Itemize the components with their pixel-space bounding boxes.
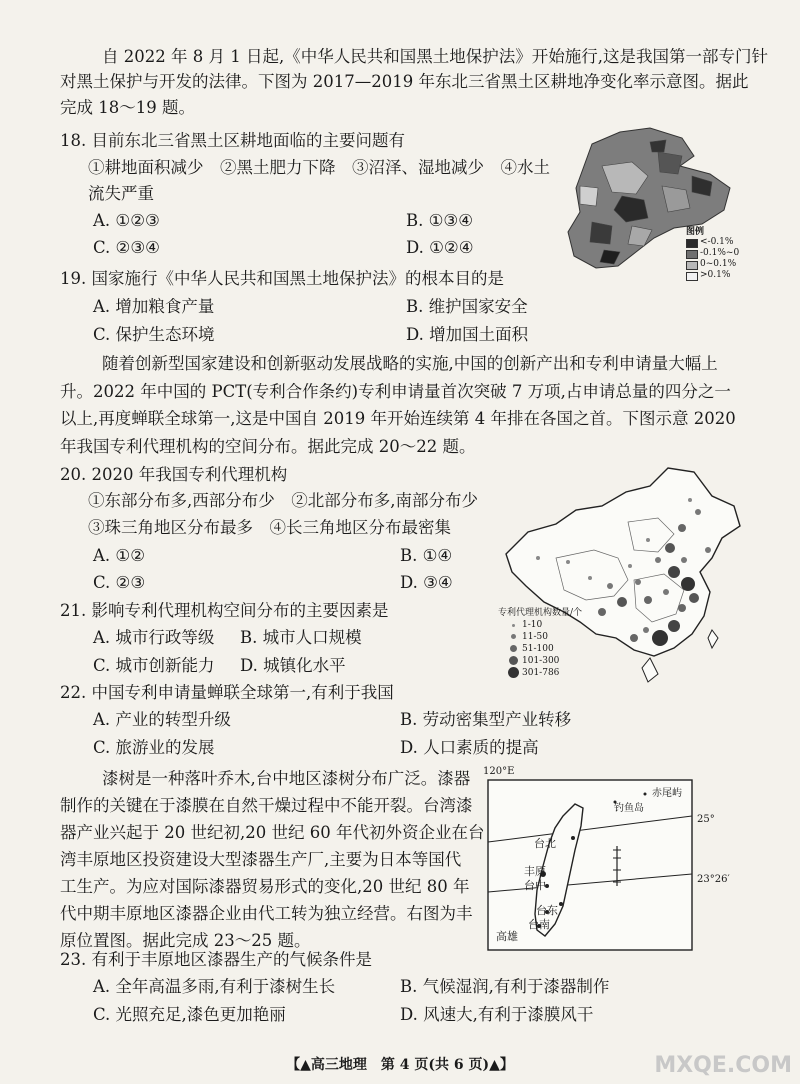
intro3-line-3: 器产业兴起于 20 世纪初,20 世纪 60 年代初外资企业在台 xyxy=(60,823,485,842)
map3-latitude-2326: 23°26′ xyxy=(697,874,730,885)
legend-swatch-3 xyxy=(686,261,698,270)
legend-dot-1 xyxy=(512,624,515,627)
q20-statements-2: ③珠三角地区分布最多 ④长三角地区分布最密集 xyxy=(88,518,451,537)
map2-legend-1: 1-10 xyxy=(522,620,543,630)
q23-option-a[interactable]: A. 全年高温多雨,有利于漆树生长 xyxy=(93,977,336,996)
legend-dot-2 xyxy=(511,634,516,639)
map3-label-tainan: 台南 xyxy=(528,918,550,931)
q20-stem: 20. 2020 年我国专利代理机构 xyxy=(60,465,288,484)
q19-option-c[interactable]: C. 保护生态环境 xyxy=(93,325,215,344)
q23-option-c[interactable]: C. 光照充足,漆色更加艳丽 xyxy=(93,1005,286,1024)
legend-dot-5 xyxy=(508,667,519,678)
map3-label-kaohsiung: 高雄 xyxy=(496,930,518,943)
q20-option-c[interactable]: C. ②③ xyxy=(93,573,146,592)
q20-option-d[interactable]: D. ③④ xyxy=(400,573,453,592)
map1-legend-3: 0~0.1% xyxy=(700,259,737,269)
fengyuan-location-map xyxy=(487,774,695,952)
q18-statements-1: ①耕地面积减少 ②黑土肥力下降 ③沼泽、湿地减少 ④水土 xyxy=(88,158,550,177)
q21-option-a[interactable]: A. 城市行政等级 xyxy=(93,628,215,647)
q20-option-b[interactable]: B. ①④ xyxy=(400,546,453,565)
q19-option-d[interactable]: D. 增加国土面积 xyxy=(406,325,529,344)
q22-stem: 22. 中国专利申请量蝉联全球第一,有利于我国 xyxy=(60,683,394,702)
map2-legend-title: 专利代理机构数量/个 xyxy=(498,608,583,618)
map1-legend-1: <-0.1% xyxy=(700,237,734,247)
q23-option-b[interactable]: B. 气候湿润,有利于漆器制作 xyxy=(400,977,610,996)
q18-option-d[interactable]: D. ①②④ xyxy=(406,238,474,257)
intro3-line-4: 湾丰原地区投资建设大型漆器生产厂,主要为日本等国代 xyxy=(60,850,462,869)
q19-option-a[interactable]: A. 增加粮食产量 xyxy=(93,297,215,316)
q22-option-a[interactable]: A. 产业的转型升级 xyxy=(93,710,231,729)
intro1-line-2: 对黑土保护与开发的法律。下图为 2017—2019 年东北三省黑土区耕地净变化率示意图。据此 xyxy=(60,72,749,91)
q21-option-d[interactable]: D. 城镇化水平 xyxy=(240,656,346,675)
intro1-line-3: 完成 18～19 题。 xyxy=(60,98,195,117)
legend-swatch-2 xyxy=(686,250,698,259)
q23-option-d[interactable]: D. 风速大,有利于漆膜风干 xyxy=(400,1005,594,1024)
q22-option-c[interactable]: C. 旅游业的发展 xyxy=(93,738,215,757)
intro2-line-1: 随着创新型国家建设和创新驱动发展战略的实施,中国的创新产出和专利申请量大幅上 xyxy=(102,354,718,373)
q18-statements-2: 流失严重 xyxy=(88,184,154,203)
q20-statements-1: ①东部分布多,西部分布少 ②北部分布多,南部分布少 xyxy=(88,491,478,510)
map2-legend-3: 51-100 xyxy=(522,644,554,654)
map1-legend-2: -0.1%~0 xyxy=(700,248,740,258)
intro2-line-2: 升。2022 年中国的 PCT(专利合作条约)专利申请量首次突破 7 万项,占申请总量的四分之一 xyxy=(60,382,731,401)
map1-legend-4: >0.1% xyxy=(700,270,731,280)
map3-label-taipei: 台北 xyxy=(534,837,556,850)
map2-legend-2: 11-50 xyxy=(522,632,548,642)
intro1-line-1: 自 2022 年 8 月 1 日起,《中华人民共和国黑土地保护法》开始施行,这是我国第一部专门针 xyxy=(102,47,768,66)
q18-option-a[interactable]: A. ①②③ xyxy=(93,211,160,230)
q21-option-c[interactable]: C. 城市创新能力 xyxy=(93,656,215,675)
map3-label-chiweiyu: 赤尾屿 xyxy=(652,788,682,799)
q22-option-d[interactable]: D. 人口素质的提高 xyxy=(400,738,539,757)
q23-stem: 23. 有利于丰原地区漆器生产的气候条件是 xyxy=(60,950,372,969)
legend-swatch-1 xyxy=(686,239,698,248)
map3-label-taichung: 台中 xyxy=(524,879,546,892)
watermark-logo: MXQE.COM xyxy=(654,1053,792,1078)
q21-stem: 21. 影响专利代理机构空间分布的主要因素是 xyxy=(60,601,389,620)
map3-latitude-25: 25° xyxy=(697,814,715,825)
q21-option-b[interactable]: B. 城市人口规模 xyxy=(240,628,362,647)
map2-legend-4: 101-300 xyxy=(522,656,560,666)
intro2-line-4: 年我国专利代理机构的空间分布。据此完成 20～22 题。 xyxy=(60,437,476,456)
q19-option-b[interactable]: B. 维护国家安全 xyxy=(406,297,528,316)
legend-dot-4 xyxy=(509,656,518,665)
q18-stem: 18. 目前东北三省黑土区耕地面临的主要问题有 xyxy=(60,131,405,150)
intro3-line-7: 原位置图。据此完成 23～25 题。 xyxy=(60,931,311,950)
intro3-line-5: 工生产。为应对国际漆器贸易形式的变化,20 世纪 80 年 xyxy=(60,877,470,896)
q19-stem: 19. 国家施行《中华人民共和国黑土地保护法》的根本目的是 xyxy=(60,269,504,288)
q18-option-c[interactable]: C. ②③④ xyxy=(93,238,160,257)
map3-longitude-label: 120°E xyxy=(483,766,515,777)
legend-dot-3 xyxy=(510,645,517,652)
intro3-line-1: 漆树是一种落叶乔木,台中地区漆树分布广泛。漆器 xyxy=(102,769,471,788)
legend-swatch-4 xyxy=(686,272,698,281)
map3-label-taitung: 台东 xyxy=(536,904,558,917)
q22-option-b[interactable]: B. 劳动密集型产业转移 xyxy=(400,710,572,729)
q20-option-a[interactable]: A. ①② xyxy=(93,546,145,565)
map3-label-fengyuan: 丰原 xyxy=(524,865,546,878)
page-footer: 【▲高三地理 第 4 页(共 6 页)▲】 xyxy=(286,1057,514,1073)
map3-label-diaoyudao: 钓鱼岛 xyxy=(614,803,644,814)
intro2-line-3: 以上,再度蝉联全球第一,这是中国自 2019 年开始连续第 4 年排在各国之首。下图示意 2020 xyxy=(60,409,736,428)
intro3-line-6: 代中期丰原地区漆器企业由代工转为独立经营。右图为丰 xyxy=(60,904,473,923)
map2-legend-5: 301-786 xyxy=(522,668,560,678)
q18-option-b[interactable]: B. ①③④ xyxy=(406,211,473,230)
intro3-line-2: 制作的关键在于漆膜在自然干燥过程中不能开裂。台湾漆 xyxy=(60,796,473,815)
map1-legend-title: 图例 xyxy=(686,227,705,237)
